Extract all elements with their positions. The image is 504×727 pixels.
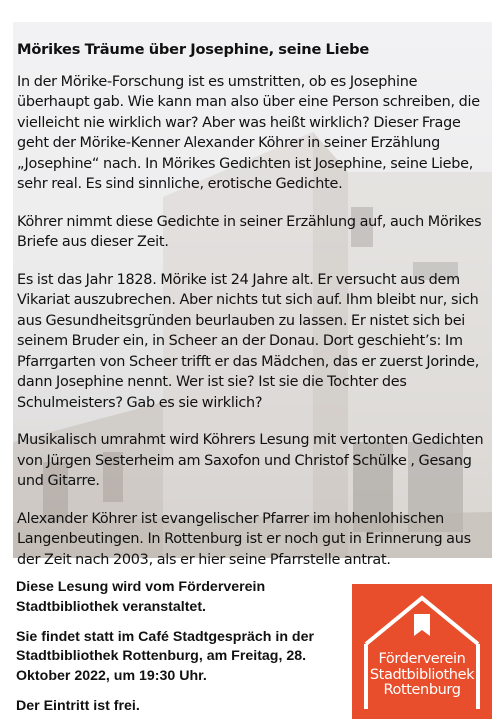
logo-line-1: Förderverein xyxy=(378,651,466,667)
event-info xyxy=(16,578,336,727)
foerderverein-logo xyxy=(352,584,492,719)
article-paragraph: Alexander Köhrer ist evangelischer Pfarrer im hohenlohischen Langenbeutingen. In Rottenburg ist er noch gut in Erinnerung aus der Zeit nach 2003, als er hier seine Pfarrstelle antrat. xyxy=(17,510,471,568)
venue-date: Sie findet statt im Café Stadtgespräch in der Stadtbibliothek Rottenburg, am Freitag, 28. Oktober 2022, um 19:30 Uhr. xyxy=(16,628,314,685)
article-panel xyxy=(13,22,492,568)
article-paragraph: Es ist das Jahr 1828. Mörike ist 24 Jahre alt. Er versucht aus dem Vikariat auszubrechen. Aber nichts tut sich auf. Ihm bleibt nur, sich aus Gesundheitsgründen beurlauben zu lassen. Er nistet sich bei seinem Bruder ein, in Scheer an der Donau. Dort geschieht’s: Im Pfarrgarten von Scheer trifft er das Mädchen, das er zuerst Jorinde, dann Josephine nennt. Wer ist sie? Ist sie die Tochter des Schulmeisters? Gab es sie wirklich? xyxy=(17,271,480,411)
article-paragraph: Musikalisch umrahmt wird Köhrers Lesung mit vertonten Gedichten von Jürgen Sesterheim am Saxofon und Christof Schülke , Gesang und Gitarre. xyxy=(17,432,484,489)
bookmark-icon xyxy=(414,614,430,636)
admission-note: Der Eintritt ist frei. xyxy=(16,697,140,714)
logo-line-3: Rottenburg xyxy=(383,682,461,698)
organizer-note: Diese Lesung wird vom Förderverein Stadtbibliothek veranstaltet. xyxy=(16,579,266,615)
logo-text xyxy=(352,652,492,699)
article-text xyxy=(17,40,487,587)
article-title: Mörikes Träume über Josephine, seine Liebe xyxy=(17,41,370,58)
article-paragraph: In der Mörike-Forschung ist es umstritten, ob es Josephine überhaupt gab. Wie kann man also über eine Person schreiben, die vielleicht nie wirklich war? Aber was heißt wirklich? Dieser Frage geht der Mörike-Kenner Alexander Köhrer in seiner Erzählung „Josephine“ nach. In Mörikes Gedichten ist Josephine, seine Liebe, sehr real. Es sind sinnliche, erotische Gedichte. xyxy=(17,73,480,192)
article-paragraph: Köhrer nimmt diese Gedichte in seiner Erzählung auf, auch Mörikes Briefe aus dieser Zeit. xyxy=(17,213,482,250)
logo-line-2: Stadtbibliothek xyxy=(369,666,475,683)
